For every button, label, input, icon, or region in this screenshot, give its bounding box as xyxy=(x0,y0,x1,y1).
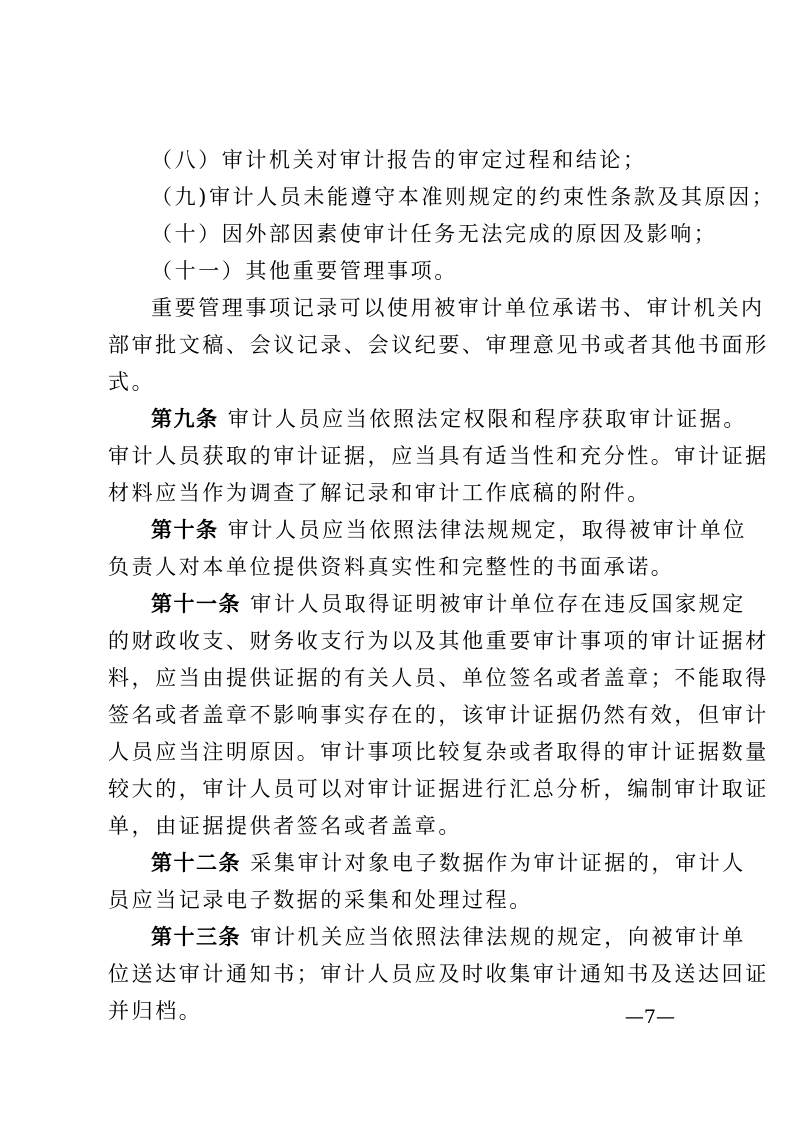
list-item-nine xyxy=(151,183,775,211)
paragraph-line xyxy=(151,294,765,322)
paragraph-line xyxy=(108,664,769,692)
line-text: 审计机关应当依照法律法规的规定，向被审计单 xyxy=(250,925,746,949)
article-heading: 第十三条 xyxy=(151,924,241,949)
paragraph-line xyxy=(108,479,651,507)
article-thirteen-line xyxy=(151,923,746,951)
line-text: 审计人员获取的审计证据，应当具有适当性和充分性。审计证据 xyxy=(108,444,769,468)
paragraph-line xyxy=(108,775,769,803)
line-text: 较大的，审计人员可以对审计证据进行汇总分析，编制审计取证 xyxy=(108,777,769,801)
line-text: （八）审计机关对审计报告的审定过程和结论； xyxy=(151,148,647,172)
line-text: 位送达审计通知书；审计人员应及时收集审计通知书及送达回证 xyxy=(108,962,769,986)
article-heading: 第九条 xyxy=(151,406,219,431)
article-twelve-line xyxy=(151,849,746,877)
paragraph-line xyxy=(108,627,769,655)
line-text: 材料应当作为调查了解记录和审计工作底稿的附件。 xyxy=(108,481,651,505)
line-text: 的财政收支、财务收支行为以及其他重要审计事项的审计证据材 xyxy=(108,629,769,653)
paragraph-line xyxy=(108,701,769,729)
line-text: 料，应当由提供证据的有关人员、单位签名或者盖章；不能取得 xyxy=(108,666,769,690)
paragraph-line xyxy=(108,368,155,396)
article-heading: 第十二条 xyxy=(151,850,241,875)
line-text: 审计人员应当依照法律法规规定，取得被审计单位 xyxy=(227,518,747,542)
paragraph-line xyxy=(108,886,533,914)
line-text: 人员应当注明原因。审计事项比较复杂或者取得的审计证据数量 xyxy=(108,740,769,764)
line-text: 部审批文稿、会议记录、会议纪要、审理意见书或者其他书面形 xyxy=(108,333,769,357)
line-text: 式。 xyxy=(108,370,156,394)
paragraph-line xyxy=(108,331,769,359)
line-text: （十）因外部因素使审计任务无法完成的原因及影响； xyxy=(151,222,718,246)
article-heading: 第十一条 xyxy=(151,591,241,616)
line-text: 采集审计对象电子数据作为审计证据的，审计人 xyxy=(250,851,746,875)
line-text: （九)审计人员未能遵守本准则规定的约束性条款及其原因； xyxy=(151,185,776,209)
line-text: 审计人员应当依照法定权限和程序获取审计证据。 xyxy=(227,407,747,431)
line-text: 负责人对本单位提供资料真实性和完整性的书面承诺。 xyxy=(108,555,675,579)
article-ten-line xyxy=(151,516,747,544)
line-text: 审计人员取得证明被审计单位存在违反国家规定 xyxy=(250,592,746,616)
article-heading: 第十条 xyxy=(151,517,219,542)
list-item-ten xyxy=(151,220,717,248)
paragraph-line xyxy=(108,553,674,581)
paragraph-line xyxy=(108,997,202,1025)
line-text: 员应当记录电子数据的采集和处理过程。 xyxy=(108,888,533,912)
line-text: 单，由证据提供者签名或者盖章。 xyxy=(108,814,462,838)
article-eleven-line xyxy=(151,590,746,618)
page-number: —7— xyxy=(624,1006,675,1028)
line-text: 重要管理事项记录可以使用被审计单位承诺书、审计机关内 xyxy=(151,296,765,320)
paragraph-line xyxy=(108,960,769,988)
paragraph-line xyxy=(108,442,769,470)
list-item-eleven xyxy=(151,257,458,285)
paragraph-line xyxy=(108,812,462,840)
paragraph-line xyxy=(108,738,769,766)
article-nine-line xyxy=(151,405,747,433)
line-text: 并归档。 xyxy=(108,999,203,1023)
list-item-eight xyxy=(151,146,647,174)
line-text: （十一）其他重要管理事项。 xyxy=(151,259,458,283)
line-text: 签名或者盖章不影响事实存在的，该审计证据仍然有效，但审计 xyxy=(108,703,769,727)
